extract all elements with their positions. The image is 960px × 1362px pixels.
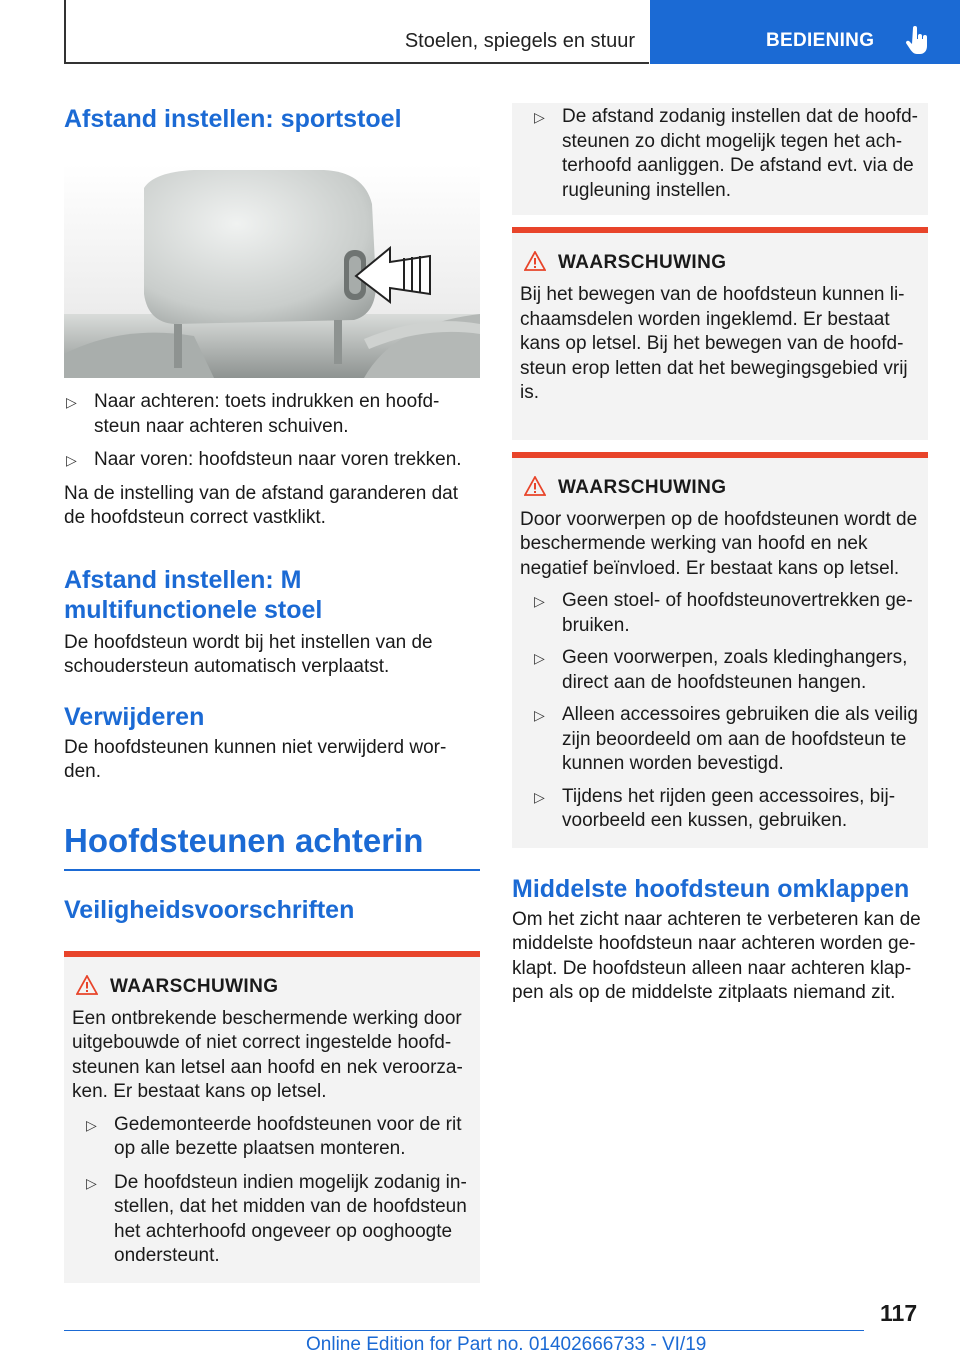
list-item: ▷ Geen stoel- of hoofdsteunovertrekken ge-bruiken. [534, 590, 913, 636]
warning-title: WAARSCHUWING [72, 975, 472, 999]
tab-bediening[interactable] [650, 0, 960, 64]
warning-box [64, 951, 480, 1283]
warning-title: WAARSCHUWING [520, 251, 920, 275]
list-item: ▷ Tijdens het rijden geen accessoires, bij-voorbeeld een kussen, gebruiken. [534, 785, 896, 831]
heading-rule [64, 869, 480, 871]
tab-bediening-label: BEDIENING [766, 30, 875, 51]
header-section-box [64, 0, 649, 64]
paragraph: De hoofdsteun wordt bij het instellen van de schoudersteun automatisch verplaatst. [64, 631, 433, 677]
list-item: ▷ De hoofdsteun indien mogelijk zodanig in-stellen, dat het midden van de hoofdsteun het achterhoofd ongeveer op ooghoogte ondersteunt. [86, 1171, 467, 1266]
list-item: ▷ De afstand zodanig instellen dat de hoofd-steunen zo dicht mogelijk tegen het ach-terhoofd aanliggen. De afstand evt. via de rugleuning instellen. [534, 106, 918, 201]
triangle-bullet-icon: ▷ [534, 109, 545, 125]
heading-hoofdsteunen-achterin: Hoofdsteunen achterin [64, 821, 424, 859]
triangle-bullet-icon: ▷ [534, 650, 545, 666]
warning-box [512, 452, 928, 848]
left-column [64, 100, 480, 1283]
list-item: ▷ Naar achteren: toets indrukken en hoofd-steun naar achteren schuiven. [66, 391, 440, 437]
triangle-bullet-icon: ▷ [66, 452, 77, 468]
right-column [512, 103, 928, 1006]
headrest-photo [64, 164, 480, 378]
edition-text: Online Edition for Part no. 01402666733 - VI/19 [306, 1334, 707, 1355]
triangle-bullet-icon: ▷ [534, 788, 545, 805]
warning-box [512, 227, 928, 440]
warning-text: Een ontbrekende beschermende werking door uitgebouwde of niet correct ingestelde hoofd-steunen kan letsel aan hoofd en nek veroorza-ken. Er bestaat kans op letsel. [72, 1007, 463, 1102]
hand-pointer-icon [904, 26, 930, 56]
warning-triangle-icon [524, 251, 546, 271]
warning-triangle-icon [76, 975, 98, 995]
heading-sportstoel: Afstand instellen: sportstoel [64, 105, 402, 133]
list-item: ▷ Geen voorwerpen, zoals kledinghangers, direct aan de hoofdsteunen hangen. [534, 647, 908, 693]
warning-text: Door voorwerpen op de hoofdsteunen wordt de beschermende werking van hoofd en nek negatief beïnvloed. Er bestaat kans op letsel. [520, 508, 918, 579]
list-item: ▷ Gedemonteerde hoofdsteunen voor de rit op alle bezette plaatsen monteren. [86, 1113, 462, 1159]
warning-triangle-icon [524, 476, 546, 496]
triangle-bullet-icon: ▷ [534, 707, 545, 723]
heading-m-stoel: Afstand instellen: M multifunctionele stoel [64, 565, 323, 624]
list-item: ▷ Naar voren: hoofdsteun naar voren trekken. [64, 448, 480, 473]
triangle-bullet-icon: ▷ [86, 1174, 97, 1191]
page-number: 117 [880, 1300, 918, 1326]
list-item: ▷ Alleen accessoires gebruiken die als veilig zijn beoordeeld om aan de hoofdsteun te kunnen worden bevestigd. [534, 704, 918, 774]
warning-text: Bij het bewegen van de hoofdsteun kunnen li-chaamsdelen worden ingeklemd. Er bestaat kans op letsel. Bij het bewegen van de hoofd-steun erop letten dat het bewegingsgebied vrij is. [520, 284, 908, 403]
continued-box [512, 103, 928, 215]
footer-rule [64, 1330, 864, 1331]
section-title: Stoelen, spiegels en stuur [404, 30, 635, 52]
heading-veiligheid: Veiligheidsvoorschriften [64, 895, 355, 924]
triangle-bullet-icon: ▷ [86, 1116, 97, 1133]
triangle-bullet-icon: ▷ [534, 593, 545, 609]
warning-title: WAARSCHUWING [520, 476, 920, 500]
heading-verwijderen: Verwijderen [64, 702, 205, 731]
paragraph: Na de instelling van de afstand garanderen dat de hoofdsteun correct vastklikt. [64, 482, 458, 528]
paragraph: De hoofdsteunen kunnen niet verwijderd wor-den. [64, 736, 447, 782]
paragraph: Om het zicht naar achteren te verbeteren kan de middelste hoofdsteun naar achteren worden ge-klapt. De hoofdsteun alleen naar achteren klap-pen als op de middelste zitplaats niemand zit. [512, 908, 921, 1003]
heading-middelste: Middelste hoofdsteun omklappen [512, 874, 910, 903]
triangle-bullet-icon: ▷ [66, 394, 77, 410]
